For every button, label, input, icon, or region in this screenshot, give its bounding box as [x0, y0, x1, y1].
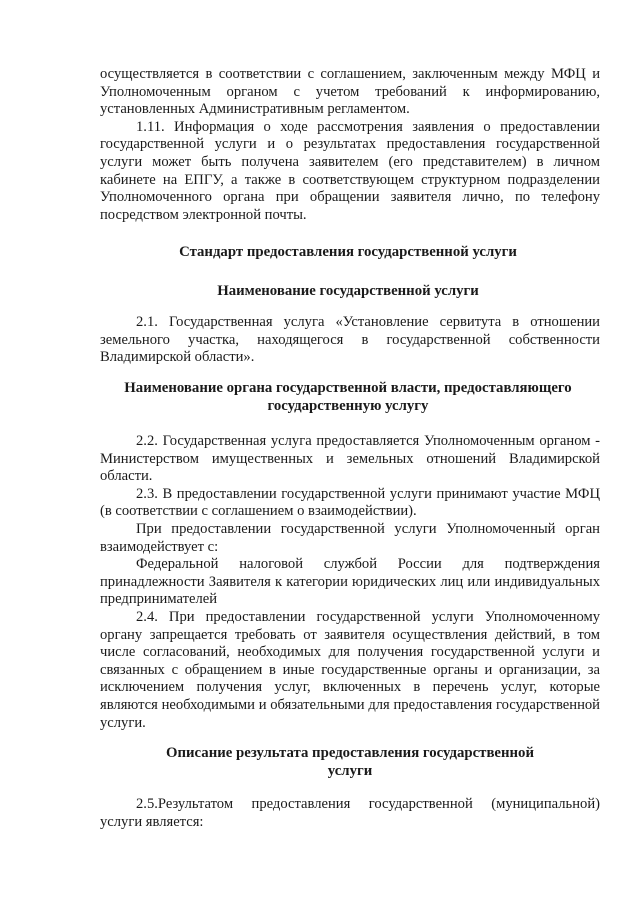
paragraph-2-3-fns: Федеральной налоговой службой России для подтверждения принадлежности Заявителя к категории юридических лиц или индивидуальных предпринимателей — [100, 556, 600, 608]
paragraph-2-5-block — [100, 796, 600, 831]
paragraph-1-11: 1.11. Информация о ходе рассмотрения заявления о предоставлении государственной услуги и о результатах предоставления государственной услуги может быть получена заявителем (его представителем) в личном кабинете на ЕПГУ, а также в соответствующем структурном подразделении Уполномоченного органа при обращении заявителя лично, по телефону посредством электронной почты. — [100, 118, 600, 223]
paragraph-2-3: 2.3. В предоставлении государственной услуги принимают участие МФЦ (в соответствии с соглашением о взаимодействии). — [100, 485, 600, 520]
paragraph-group-2 — [100, 433, 600, 732]
paragraph-2-1-block — [100, 314, 600, 367]
paragraph-continuation: осуществляется в соответствии с соглашением, заключенным между МФЦ и Уполномоченным органом с учетом требований к информированию, установленных Административным регламентом. — [100, 66, 600, 118]
paragraph-2-2: 2.2. Государственная услуга предоставляется Уполномоченным органом - Министерством имущественных и земельных отношений Владимирской области. — [100, 433, 600, 485]
paragraph-2-5: 2.5.Результатом предоставления государственной (муниципальной) услуги является: — [100, 796, 600, 830]
paragraph-2-4: 2.4. При предоставлении государственной услуги Уполномоченному органу запрещается требовать от заявителя осуществления действий, в том числе согласований, необходимых для получения государственной услуги и связанных с обращением в иные государственные органы и организации, за исключением получения услуг, включенных в перечень услуг, которые являются необходимыми и обязательными для предоставления государственной услуги. — [100, 608, 600, 731]
heading-authority: Наименование органа государственной власти, предоставляющего государственную услугу — [124, 380, 572, 414]
heading-service-name: Наименование государственной услуги — [217, 283, 479, 299]
paragraph-2-3-interaction: При предоставлении государственной услуги Уполномоченный орган взаимодействует с: — [100, 520, 600, 555]
paragraph-group-1 — [100, 66, 600, 224]
heading-standard: Стандарт предоставления государственной услуги — [179, 244, 517, 260]
heading-result: Описание результата предоставления государственной услуги — [166, 745, 534, 779]
paragraph-2-1: 2.1. Государственная услуга «Установление сервитута в отношении земельного участка, находящегося в государственной собственности Владимирской области». — [100, 314, 600, 366]
